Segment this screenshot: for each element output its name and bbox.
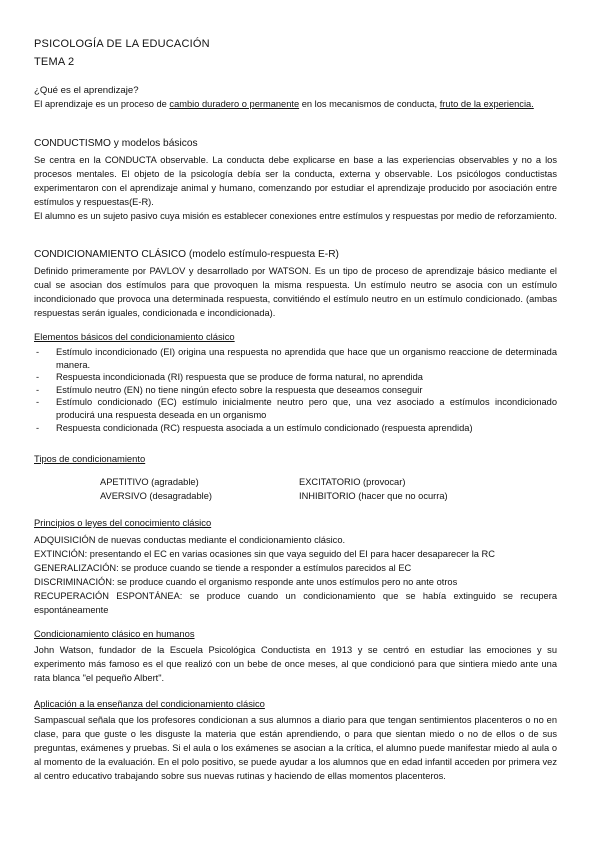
document-title: PSICOLOGÍA DE LA EDUCACIÓN [34,38,210,50]
principio-line: ADQUISICIÓN de nuevas conductas mediante el condicionamiento clásico. [34,535,346,545]
clasico-paragraph: Definido primeramente por PAVLOV y desarrollado por WATSON. Es un tipo de proceso de aprendizaje básico mediante el cual se asocian dos estímulos para que provoquen la misma respuesta. Un estímulo neutro se asocia con un estímulo incondicionado que provoca una determinada respuesta, convitiéndo el estímulo neutro en un estímulo condicionado. (ambas respuestas serán iguales, condicionada e incondicionada). [34,266,557,318]
aprendizaje-definition [34,97,557,111]
tipo-aversivo: AVERSIVO (desagradable) [100,491,212,501]
definition-text-2: en los mecanismos de conducta, [299,99,440,109]
list-item: - Estímulo incondicionado (EI) origina una respuesta no aprendida que hace que un organismo reaccione de determinada manera. [34,346,557,371]
aplicacion-heading: Aplicación a la enseñanza del condicionamiento clásico [34,698,265,709]
conductismo-paragraph: Se centra en la CONDUCTA observable. La conducta debe explicarse en base a las experiencias observables y no a los procesos mentales. El objeto de la psicología debía ser la conducta, externa y observable. Los psicólogos conductistas experimentaron con el aprendizaje animal y humano, comenzando por estudiar el aprendizaje producido por asociación entre estímulos y respuestas(E-R). [34,155,557,207]
principios-heading: Principios o leyes del conocimiento clásico [34,517,212,528]
clasico-heading: CONDICIONAMIENTO CLÁSICO (modelo estímulo-respuesta E-R) [34,249,339,260]
principio-line: GENERALIZACIÓN: se produce cuando se tiende a responder a estímulos parecidos al EC [34,563,412,573]
elementos-heading: Elementos básicos del condicionamiento clásico [34,331,235,342]
list-item: - Estímulo condicionado (EC) estímulo inicialmente neutro pero que, una vez asociado a estímulos incondicionado producirá una respuesta deseada en un organismo [34,396,557,421]
conductismo-heading: CONDUCTISMO y modelos básicos [34,138,198,149]
definition-underline-2: fruto de la experiencia. [439,99,534,109]
aprendizaje-question: ¿Qué es el aprendizaje? [34,85,139,96]
tipos-left-column [100,475,212,503]
list-item: - Respuesta incondicionada (RI) respuesta que se produce de forma natural, no aprendida [34,371,557,384]
list-item: - Estímulo neutro (EN) no tiene ningún efecto sobre la respuesta que deseamos conseguir [34,384,557,397]
principios-list [34,533,557,589]
tema-label: TEMA 2 [34,56,75,68]
aplicacion-paragraph: Sampascual señala que los profesores condicionan a sus alumnos a diario para que tengan sentimientos placenteros o no en clase, para que guste o les disguste la materia que están aprendiendo, o para que sientan miedo o no de ellos o de sus preguntas, exámenes y pruebas. Si el aula o los exámenes se asocian a la crítica, el alumno puede manifestar miedo al aula o al momento de la evaluación. En el polo positivo, se puede ayudar a los alumnos que en edad infantil acceden por primera vez al centro educativo trabajando sobre sus nuevas rutinas y haciendo de ellas momentos placenteros. [34,715,557,781]
principio-line: DISCRIMINACIÓN: se produce cuando el organismo responde ante unos estímulos pero no ante otros [34,577,458,587]
conductismo-paragraph-2: El alumno es un sujeto pasivo cuya misión es establecer conexiones entre estímulos y respuestas por medio de reforzamiento. [34,211,557,221]
tipo-excitatorio: EXCITATORIO (provocar) [299,477,406,487]
list-item: - Respuesta condicionada (RC) respuesta asociada a un estímulo condicionado (respuesta aprendida) [34,422,557,435]
humanos-heading: Condicionamiento clásico en humanos [34,628,195,639]
definition-underline-1: cambio duradero o permanente [169,99,300,109]
tipos-right-column [299,475,448,503]
humanos-paragraph: John Watson, fundador de la Escuela Psicológica Conductista en 1913 y se centró en estudiar las emociones y su experimento más famoso es el que realizó con un bebe de once meses, al que condicionó para que sintiera miedo ante una rata blanca "el pequeño Albert". [34,645,557,683]
tipos-heading: Tipos de condicionamiento [34,453,146,464]
elementos-list [34,346,557,434]
tipo-apetitivo: APETITIVO (agradable) [100,477,199,487]
definition-text-1: El aprendizaje es un proceso de [34,99,170,109]
principio-line: EXTINCIÓN: presentando el EC en varias ocasiones sin que vaya seguido del EI para hacer desaparecer la RC [34,549,495,559]
principio-recuperacion: RECUPERACIÓN ESPONTÁNEA: se produce cuando un condicionamiento que se había extinguido se recupera espontáneamente [34,591,557,615]
tipo-inhibitorio: INHIBITORIO (hacer que no ocurra) [299,491,448,501]
